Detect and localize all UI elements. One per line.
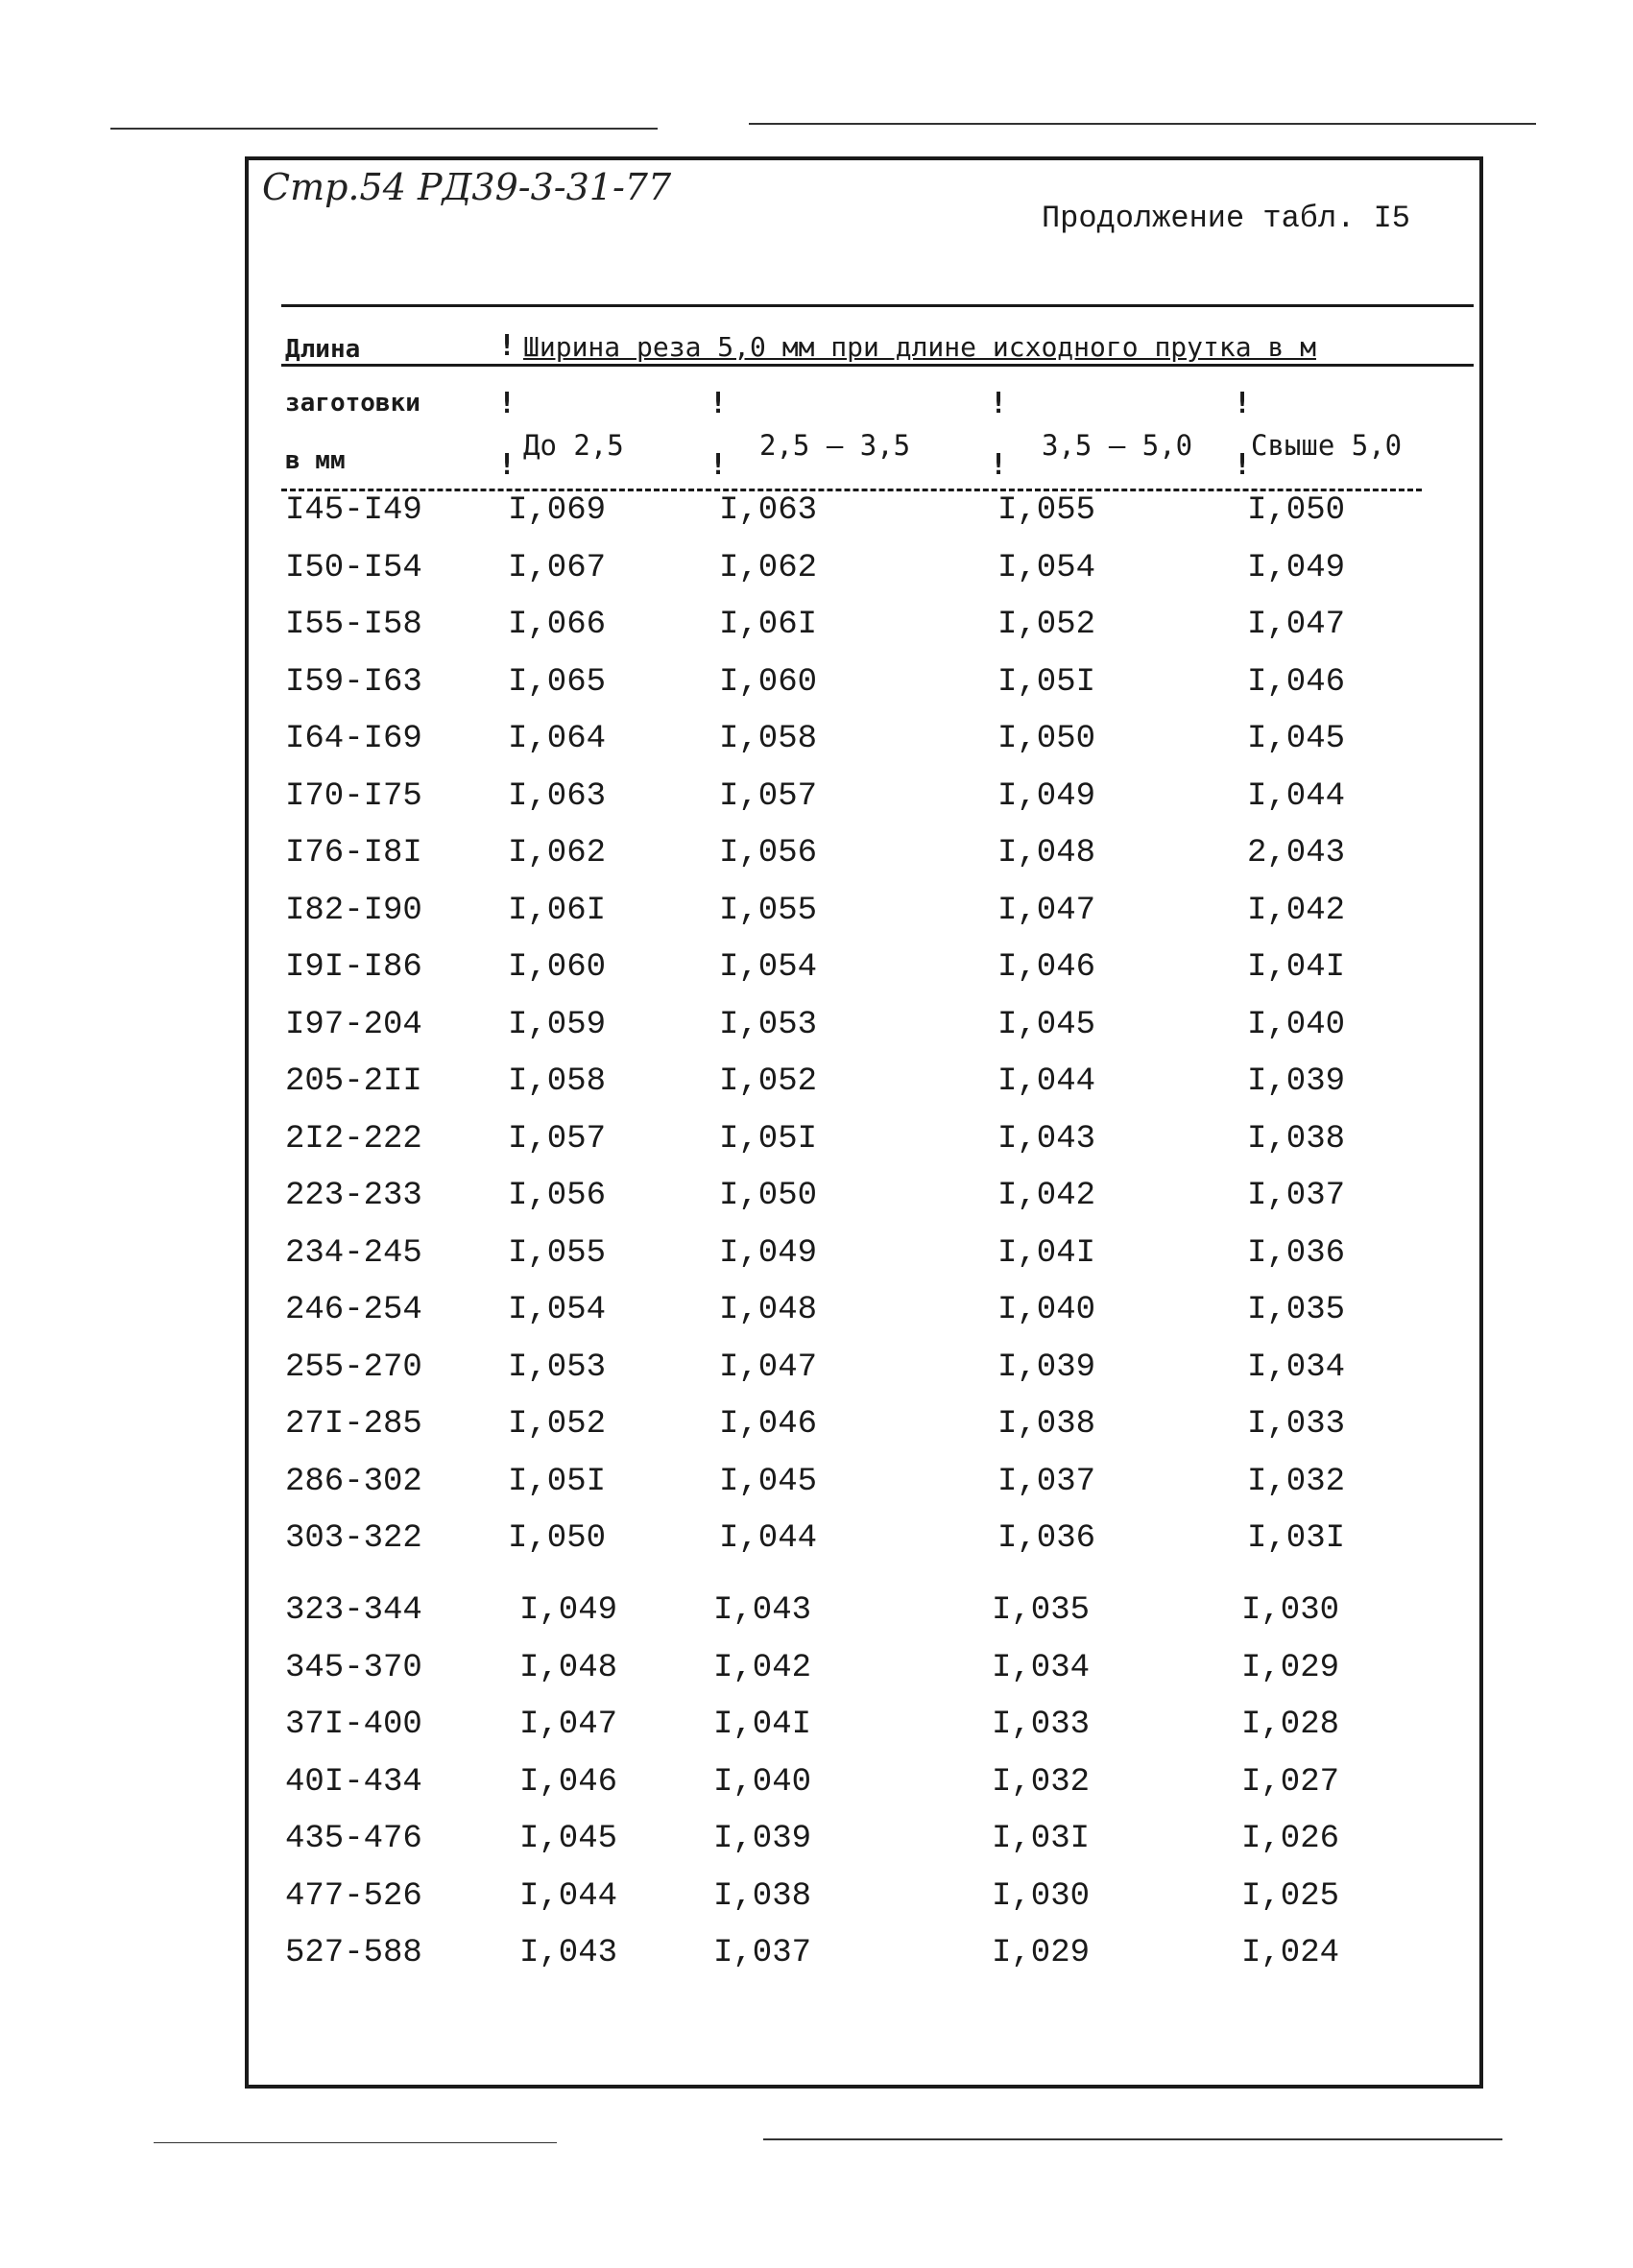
table-row bbox=[249, 607, 1479, 655]
row-value-upto-2-5: I,059 bbox=[508, 1007, 607, 1043]
scan-edge-top-right bbox=[749, 123, 1536, 125]
table-row bbox=[249, 1063, 1479, 1111]
continuation-title: Продолжение табл. I5 bbox=[1041, 201, 1410, 236]
row-value-upto-2-5: I,05I bbox=[508, 1464, 607, 1500]
table-row bbox=[249, 949, 1479, 997]
row-value-over-5-0: I,027 bbox=[1241, 1764, 1340, 1801]
row-value-over-5-0: I,030 bbox=[1241, 1592, 1340, 1629]
row-value-upto-2-5: I,052 bbox=[508, 1406, 607, 1443]
row-value-3-5-5-0: I,030 bbox=[992, 1878, 1091, 1915]
row-value-upto-2-5: I,045 bbox=[519, 1821, 618, 1857]
row-length-range: 255-270 bbox=[285, 1349, 422, 1386]
table-row bbox=[249, 835, 1479, 883]
row-length-range: 234-245 bbox=[285, 1235, 422, 1272]
row-value-2-5-3-5: I,056 bbox=[719, 835, 818, 871]
row-value-2-5-3-5: I,053 bbox=[719, 1007, 818, 1043]
table-row bbox=[249, 664, 1479, 712]
row-length-range: I55-I58 bbox=[285, 607, 422, 643]
header-col-over-5-0: Свыше 5,0 bbox=[1251, 429, 1403, 462]
row-length-range: 477-526 bbox=[285, 1878, 422, 1915]
row-value-upto-2-5: I,043 bbox=[519, 1935, 618, 1971]
header-dashed-rule bbox=[281, 489, 1422, 491]
row-length-range: I70-I75 bbox=[285, 778, 422, 815]
row-value-over-5-0: I,033 bbox=[1247, 1406, 1346, 1443]
header-separator: ! bbox=[709, 387, 728, 420]
row-length-range: I97-204 bbox=[285, 1007, 422, 1043]
scan-edge-top-left bbox=[110, 128, 658, 130]
row-value-3-5-5-0: I,055 bbox=[997, 492, 1096, 529]
table-row bbox=[249, 1650, 1479, 1698]
row-value-2-5-3-5: I,058 bbox=[719, 721, 818, 757]
row-value-2-5-3-5: I,043 bbox=[713, 1592, 812, 1629]
row-value-upto-2-5: I,064 bbox=[508, 721, 607, 757]
row-value-2-5-3-5: I,062 bbox=[719, 550, 818, 586]
header-separator: ! bbox=[709, 448, 728, 482]
row-value-over-5-0: I,036 bbox=[1247, 1235, 1346, 1272]
row-value-over-5-0: I,037 bbox=[1247, 1178, 1346, 1214]
row-length-range: I50-I54 bbox=[285, 550, 422, 586]
row-value-3-5-5-0: I,032 bbox=[992, 1764, 1091, 1801]
table-row bbox=[249, 1707, 1479, 1755]
row-value-upto-2-5: I,056 bbox=[508, 1178, 607, 1214]
row-length-range: I59-I63 bbox=[285, 664, 422, 701]
row-value-2-5-3-5: I,04I bbox=[713, 1707, 812, 1743]
header-col-upto-2-5: До 2,5 bbox=[523, 429, 624, 462]
header-separator: ! bbox=[498, 448, 516, 482]
table-row bbox=[249, 1764, 1479, 1812]
document-frame bbox=[245, 156, 1483, 2089]
row-value-2-5-3-5: I,06I bbox=[719, 607, 818, 643]
row-length-range: 303-322 bbox=[285, 1520, 422, 1557]
row-length-range: 223-233 bbox=[285, 1178, 422, 1214]
header-separator: ! bbox=[990, 387, 1008, 420]
row-value-2-5-3-5: I,040 bbox=[713, 1764, 812, 1801]
row-value-over-5-0: I,028 bbox=[1241, 1707, 1340, 1743]
row-value-over-5-0: I,03I bbox=[1247, 1520, 1346, 1557]
row-length-range: 323-344 bbox=[285, 1592, 422, 1629]
table-row bbox=[249, 1406, 1479, 1454]
header-length-label: Длина bbox=[285, 335, 361, 364]
row-value-upto-2-5: I,060 bbox=[508, 949, 607, 986]
table-row bbox=[249, 492, 1479, 540]
row-value-upto-2-5: I,065 bbox=[508, 664, 607, 701]
header-col-2-5-3-5: 2,5 – 3,5 bbox=[759, 429, 911, 462]
scan-edge-bottom-right bbox=[763, 2138, 1502, 2140]
row-length-range: 435-476 bbox=[285, 1821, 422, 1857]
header-separator: ! bbox=[1234, 387, 1252, 420]
table-row bbox=[249, 1349, 1479, 1397]
table-top-rule bbox=[281, 304, 1474, 307]
row-value-3-5-5-0: I,029 bbox=[992, 1935, 1091, 1971]
row-value-3-5-5-0: I,033 bbox=[992, 1707, 1091, 1743]
row-length-range: I76-I8I bbox=[285, 835, 422, 871]
row-value-2-5-3-5: I,047 bbox=[719, 1349, 818, 1386]
row-value-2-5-3-5: I,045 bbox=[719, 1464, 818, 1500]
row-value-upto-2-5: I,050 bbox=[508, 1520, 607, 1557]
row-length-range: 205-2II bbox=[285, 1063, 422, 1100]
row-length-range: I64-I69 bbox=[285, 721, 422, 757]
row-length-range: 345-370 bbox=[285, 1650, 422, 1686]
row-value-over-5-0: I,046 bbox=[1247, 664, 1346, 701]
header-blank-label: заготовки bbox=[285, 389, 420, 418]
row-value-3-5-5-0: I,052 bbox=[997, 607, 1096, 643]
table-row bbox=[249, 1464, 1479, 1512]
row-value-3-5-5-0: I,043 bbox=[997, 1121, 1096, 1158]
row-value-2-5-3-5: I,055 bbox=[719, 893, 818, 929]
header-col-3-5-5-0: 3,5 – 5,0 bbox=[1042, 429, 1193, 462]
row-value-3-5-5-0: I,039 bbox=[997, 1349, 1096, 1386]
row-value-over-5-0: I,034 bbox=[1247, 1349, 1346, 1386]
header-mm-label: в мм bbox=[285, 446, 346, 475]
row-value-3-5-5-0: I,044 bbox=[997, 1063, 1096, 1100]
table-row bbox=[249, 1292, 1479, 1340]
header-group-rule bbox=[281, 364, 1474, 367]
row-value-over-5-0: I,025 bbox=[1241, 1878, 1340, 1915]
row-length-range: 527-588 bbox=[285, 1935, 422, 1971]
header-separator: ! bbox=[990, 448, 1008, 482]
row-value-3-5-5-0: I,042 bbox=[997, 1178, 1096, 1214]
row-value-3-5-5-0: I,050 bbox=[997, 721, 1096, 757]
row-value-over-5-0: I,04I bbox=[1247, 949, 1346, 986]
row-value-over-5-0: I,035 bbox=[1247, 1292, 1346, 1328]
header-group-label: Ширина реза 5,0 мм при длине исходного прутка в м bbox=[523, 331, 1317, 363]
row-value-upto-2-5: I,062 bbox=[508, 835, 607, 871]
row-value-3-5-5-0: I,035 bbox=[992, 1592, 1091, 1629]
table-row bbox=[249, 1592, 1479, 1640]
row-value-3-5-5-0: I,047 bbox=[997, 893, 1096, 929]
header-separator: ! bbox=[498, 387, 516, 420]
row-value-3-5-5-0: I,037 bbox=[997, 1464, 1096, 1500]
row-value-upto-2-5: I,053 bbox=[508, 1349, 607, 1386]
row-value-upto-2-5: I,047 bbox=[519, 1707, 618, 1743]
table-row bbox=[249, 1178, 1479, 1226]
table-row bbox=[249, 1821, 1479, 1869]
header-separator: ! bbox=[1234, 448, 1252, 482]
row-length-range: 27I-285 bbox=[285, 1406, 422, 1443]
row-value-over-5-0: I,032 bbox=[1247, 1464, 1346, 1500]
row-length-range: I9I-I86 bbox=[285, 949, 422, 986]
row-value-over-5-0: I,049 bbox=[1247, 550, 1346, 586]
row-value-3-5-5-0: I,034 bbox=[992, 1650, 1091, 1686]
row-value-3-5-5-0: I,045 bbox=[997, 1007, 1096, 1043]
row-value-2-5-3-5: I,05I bbox=[719, 1121, 818, 1158]
scan-edge-bottom-left bbox=[154, 2142, 557, 2143]
row-value-3-5-5-0: I,046 bbox=[997, 949, 1096, 986]
row-length-range: 2I2-222 bbox=[285, 1121, 422, 1158]
row-length-range: 37I-400 bbox=[285, 1707, 422, 1743]
row-length-range: I82-I90 bbox=[285, 893, 422, 929]
row-value-3-5-5-0: I,03I bbox=[992, 1821, 1091, 1857]
row-value-upto-2-5: I,069 bbox=[508, 492, 607, 529]
table-row bbox=[249, 1520, 1479, 1568]
row-value-over-5-0: 2,043 bbox=[1247, 835, 1346, 871]
row-value-upto-2-5: I,054 bbox=[508, 1292, 607, 1328]
row-value-upto-2-5: I,063 bbox=[508, 778, 607, 815]
row-value-2-5-3-5: I,042 bbox=[713, 1650, 812, 1686]
page-reference: Стр.54 РД39-3-31-77 bbox=[262, 166, 672, 208]
row-value-3-5-5-0: I,04I bbox=[997, 1235, 1096, 1272]
row-value-upto-2-5: I,06I bbox=[508, 893, 607, 929]
row-value-upto-2-5: I,067 bbox=[508, 550, 607, 586]
row-value-3-5-5-0: I,040 bbox=[997, 1292, 1096, 1328]
table-row bbox=[249, 778, 1479, 826]
table-row bbox=[249, 550, 1479, 598]
row-value-over-5-0: I,044 bbox=[1247, 778, 1346, 815]
row-length-range: 246-254 bbox=[285, 1292, 422, 1328]
row-value-over-5-0: I,042 bbox=[1247, 893, 1346, 929]
table-row bbox=[249, 721, 1479, 769]
row-length-range: 40I-434 bbox=[285, 1764, 422, 1801]
row-value-3-5-5-0: I,036 bbox=[997, 1520, 1096, 1557]
row-value-2-5-3-5: I,063 bbox=[719, 492, 818, 529]
table-row bbox=[249, 1121, 1479, 1169]
header-separator: ! bbox=[498, 329, 516, 363]
row-length-range: I45-I49 bbox=[285, 492, 422, 529]
row-value-3-5-5-0: I,054 bbox=[997, 550, 1096, 586]
row-value-upto-2-5: I,049 bbox=[519, 1592, 618, 1629]
row-value-3-5-5-0: I,05I bbox=[997, 664, 1096, 701]
row-value-2-5-3-5: I,044 bbox=[719, 1520, 818, 1557]
row-value-upto-2-5: I,044 bbox=[519, 1878, 618, 1915]
row-value-3-5-5-0: I,038 bbox=[997, 1406, 1096, 1443]
row-value-2-5-3-5: I,054 bbox=[719, 949, 818, 986]
row-value-2-5-3-5: I,050 bbox=[719, 1178, 818, 1214]
row-value-upto-2-5: I,066 bbox=[508, 607, 607, 643]
row-value-over-5-0: I,039 bbox=[1247, 1063, 1346, 1100]
row-value-over-5-0: I,029 bbox=[1241, 1650, 1340, 1686]
row-length-range: 286-302 bbox=[285, 1464, 422, 1500]
row-value-upto-2-5: I,055 bbox=[508, 1235, 607, 1272]
row-value-over-5-0: I,026 bbox=[1241, 1821, 1340, 1857]
table-row bbox=[249, 893, 1479, 941]
row-value-2-5-3-5: I,060 bbox=[719, 664, 818, 701]
row-value-over-5-0: I,045 bbox=[1247, 721, 1346, 757]
table-row bbox=[249, 1935, 1479, 1983]
row-value-over-5-0: I,038 bbox=[1247, 1121, 1346, 1158]
row-value-2-5-3-5: I,038 bbox=[713, 1878, 812, 1915]
table-row bbox=[249, 1007, 1479, 1055]
row-value-over-5-0: I,047 bbox=[1247, 607, 1346, 643]
row-value-2-5-3-5: I,039 bbox=[713, 1821, 812, 1857]
row-value-upto-2-5: I,046 bbox=[519, 1764, 618, 1801]
row-value-2-5-3-5: I,037 bbox=[713, 1935, 812, 1971]
row-value-upto-2-5: I,058 bbox=[508, 1063, 607, 1100]
row-value-over-5-0: I,024 bbox=[1241, 1935, 1340, 1971]
row-value-3-5-5-0: I,049 bbox=[997, 778, 1096, 815]
row-value-upto-2-5: I,057 bbox=[508, 1121, 607, 1158]
row-value-2-5-3-5: I,046 bbox=[719, 1406, 818, 1443]
table-row bbox=[249, 1235, 1479, 1283]
row-value-over-5-0: I,040 bbox=[1247, 1007, 1346, 1043]
row-value-3-5-5-0: I,048 bbox=[997, 835, 1096, 871]
row-value-2-5-3-5: I,057 bbox=[719, 778, 818, 815]
table-row bbox=[249, 1878, 1479, 1926]
row-value-2-5-3-5: I,048 bbox=[719, 1292, 818, 1328]
row-value-upto-2-5: I,048 bbox=[519, 1650, 618, 1686]
row-value-over-5-0: I,050 bbox=[1247, 492, 1346, 529]
row-value-2-5-3-5: I,052 bbox=[719, 1063, 818, 1100]
row-value-2-5-3-5: I,049 bbox=[719, 1235, 818, 1272]
